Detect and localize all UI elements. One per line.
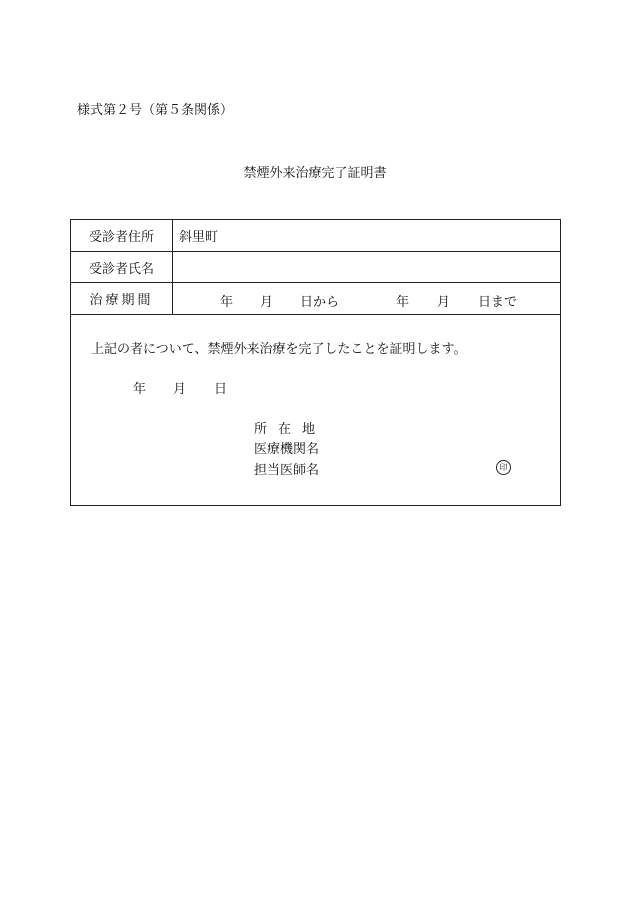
name-label: 受診者氏名 <box>71 252 173 282</box>
date-year: 年 <box>133 382 147 397</box>
certification-text: 上記の者について、禁煙外来治療を完了したことを証明します。 <box>91 342 467 357</box>
address-row <box>71 220 560 252</box>
doctor-label: 担当医師名 <box>254 463 320 478</box>
date-day: 日 <box>214 382 228 397</box>
period-label: 治療期間 <box>71 283 173 314</box>
certificate-form <box>70 219 561 506</box>
period-start-year: 年 <box>220 295 234 310</box>
period-start-month: 月 <box>260 295 274 310</box>
institution-label: 医療機関名 <box>254 442 320 457</box>
seal-mark: 印 <box>496 460 511 475</box>
address-value[interactable]: 斜里町 <box>179 230 219 245</box>
date-month: 月 <box>173 382 187 397</box>
period-end-year: 年 <box>396 295 410 310</box>
document-title: 禁煙外来治療完了証明書 <box>243 166 387 181</box>
period-end-month: 月 <box>437 295 451 310</box>
period-row <box>71 283 560 315</box>
name-row <box>71 252 560 283</box>
period-end-day: 日まで <box>478 295 518 310</box>
form-number: 様式第２号（第５条関係） <box>77 103 234 118</box>
address-label: 受診者住所 <box>71 220 173 251</box>
period-start-day: 日から <box>300 295 340 310</box>
location-label: 所在地 <box>254 422 327 437</box>
